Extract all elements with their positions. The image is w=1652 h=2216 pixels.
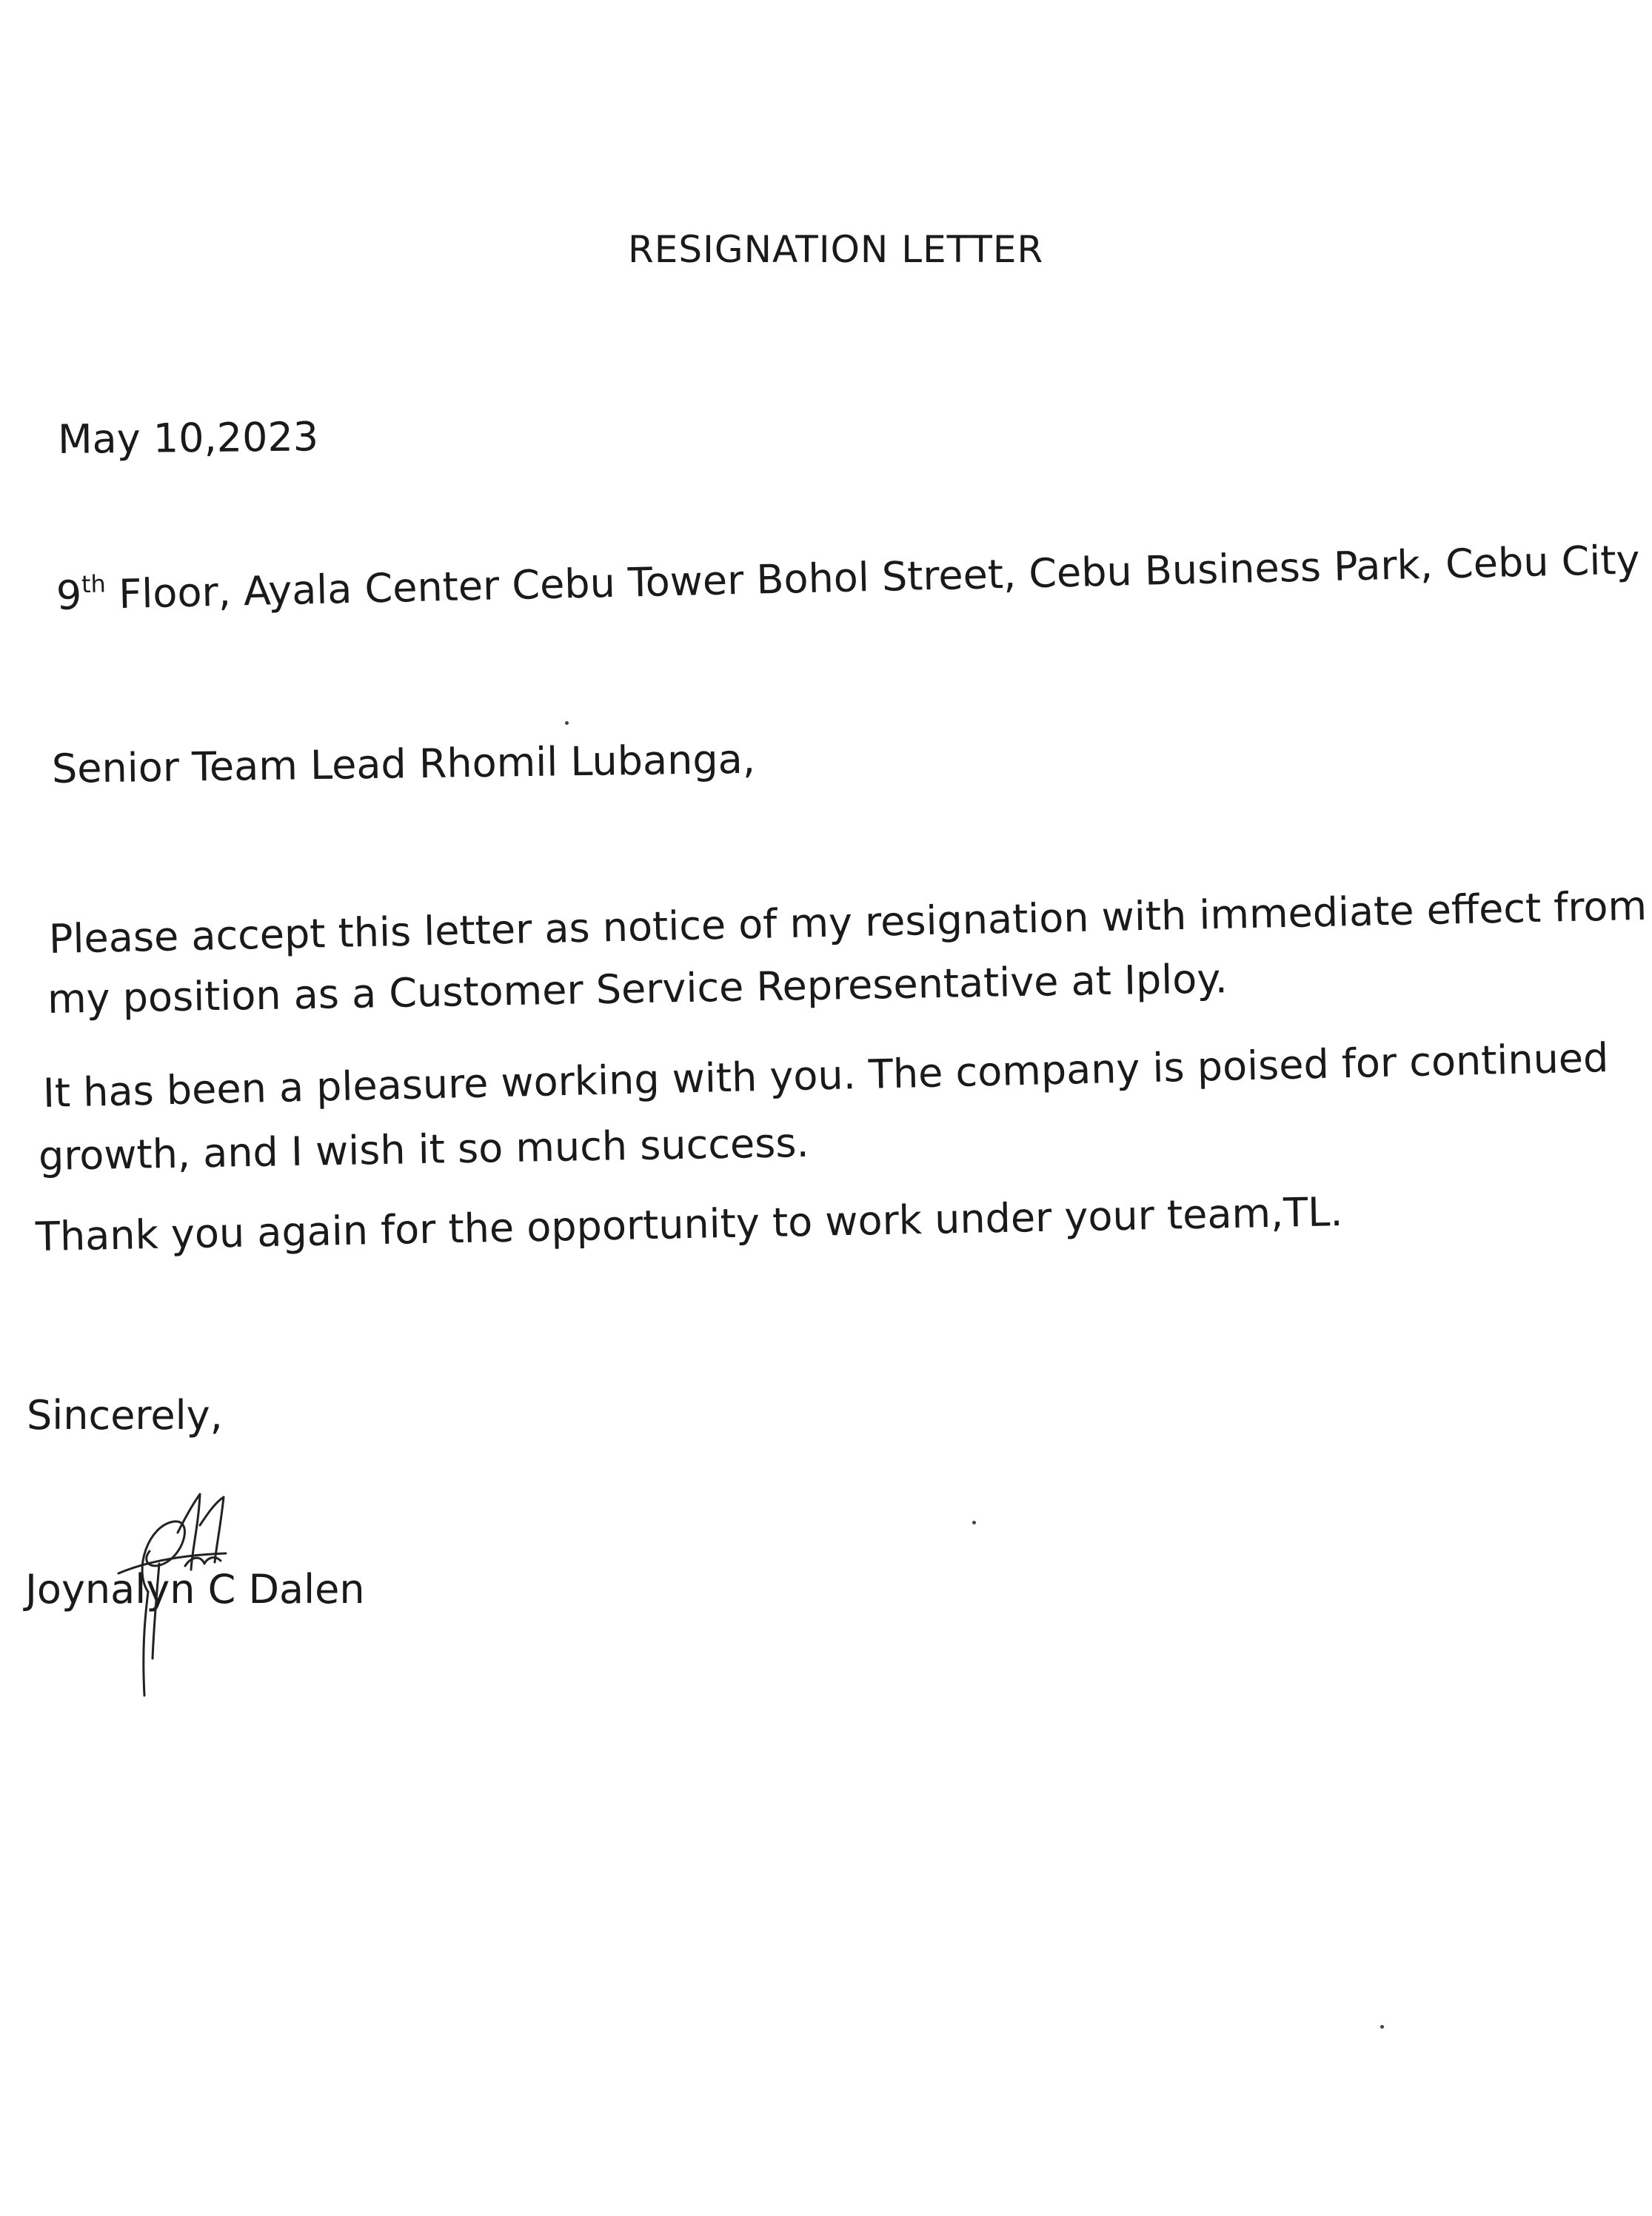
letter-date: May 10,2023: [57, 413, 319, 463]
scan-speck: [565, 721, 569, 725]
address-floor-number: 9: [56, 572, 83, 619]
scan-speck: [972, 1521, 976, 1524]
body-paragraph-3: Thank you again for the opportunity to work under your team,TL.: [35, 1188, 1344, 1260]
letter-title: RESIGNATION LETTER: [628, 228, 1044, 271]
body-paragraph-1-line-2: my position as a Customer Service Representative at Iploy.: [47, 955, 1228, 1022]
handwritten-signature: [104, 1481, 259, 1703]
signer-name: Joynalyn C Dalen: [25, 1566, 365, 1613]
company-address: [56, 536, 1641, 619]
body-paragraph-2-line-1: It has been a pleasure working with you. The company is poised for continued: [42, 1034, 1609, 1117]
body-paragraph-2-line-2: growth, and I wish it so much success.: [38, 1119, 810, 1179]
address-floor-suffix: th: [81, 569, 107, 599]
closing: Sincerely,: [27, 1392, 223, 1439]
scan-speck: [1380, 2025, 1384, 2029]
address-rest: Floor, Ayala Center Cebu Tower Bohol Street, Cebu Business Park, Cebu City: [105, 536, 1641, 618]
salutation: Senior Team Lead Rhomil Lubanga,: [51, 735, 756, 792]
body-paragraph-1-line-1: Please accept this letter as notice of my resignation with immediate effect from: [48, 882, 1648, 963]
